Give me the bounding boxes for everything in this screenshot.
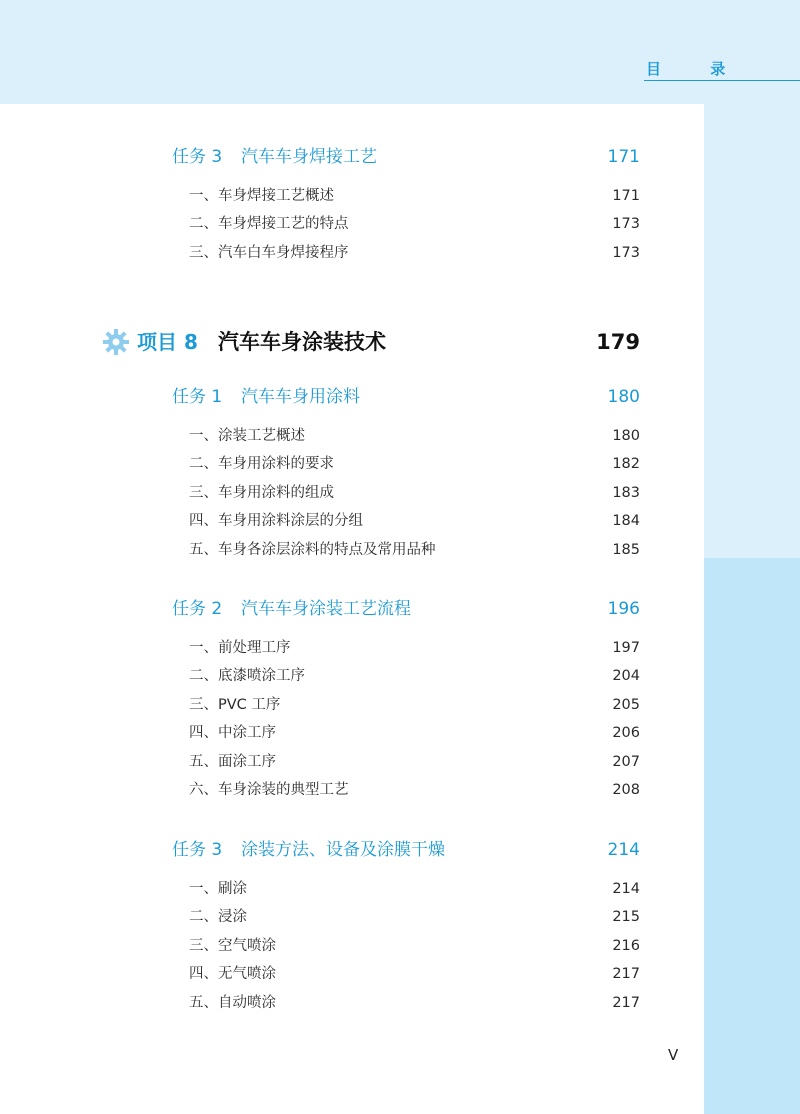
item-text: 一、车身焊接工艺概述 — [189, 188, 334, 204]
item-page: 180 — [612, 428, 640, 444]
toc-item-row[interactable] — [0, 934, 800, 958]
toc-header-title: 目 录 — [646, 60, 748, 78]
item-text: 五、自动喷涂 — [189, 995, 276, 1011]
task-page: 214 — [607, 840, 640, 860]
item-page: 173 — [612, 216, 640, 232]
header-band — [0, 0, 800, 104]
item-page: 197 — [612, 640, 640, 656]
item-page: 171 — [612, 188, 640, 204]
item-text: 三、车身用涂料的组成 — [189, 485, 334, 501]
item-page: 204 — [612, 668, 640, 684]
item-text: 五、面涂工序 — [189, 754, 276, 770]
project-title: 汽车车身涂装技术 — [218, 330, 386, 354]
toc-item-row[interactable] — [0, 452, 800, 476]
project-label: 项目 8 — [137, 330, 198, 354]
toc-item-row[interactable] — [0, 636, 800, 660]
gear-icon — [102, 328, 130, 356]
task-title: 汽车车身涂装工艺流程 — [241, 599, 411, 619]
toc-task-row[interactable] — [0, 597, 800, 621]
item-page: 205 — [612, 697, 640, 713]
task-page: 180 — [607, 387, 640, 407]
task-page: 196 — [607, 599, 640, 619]
toc-item-row[interactable] — [0, 424, 800, 448]
toc-item-row[interactable] — [0, 905, 800, 929]
task-page: 171 — [607, 147, 640, 167]
item-text: 二、车身用涂料的要求 — [189, 456, 334, 472]
item-text: 四、中涂工序 — [189, 725, 276, 741]
item-text: 三、汽车白车身焊接程序 — [189, 245, 349, 261]
toc-item-row[interactable] — [0, 991, 800, 1015]
toc-item-row[interactable] — [0, 721, 800, 745]
item-page: 215 — [612, 909, 640, 925]
task-label: 任务 1 — [172, 387, 223, 407]
task-title: 汽车车身用涂料 — [241, 387, 360, 407]
task-title: 涂装方法、设备及涂膜干燥 — [241, 840, 445, 860]
item-page: 216 — [612, 938, 640, 954]
toc-project-row[interactable] — [0, 326, 800, 358]
toc-item-row[interactable] — [0, 693, 800, 717]
item-page: 214 — [612, 881, 640, 897]
toc-item-row[interactable] — [0, 877, 800, 901]
item-text: 四、无气喷涂 — [189, 966, 276, 982]
task-label: 任务 2 — [172, 599, 223, 619]
toc-task-row[interactable] — [0, 145, 800, 169]
item-text: 二、底漆喷涂工序 — [189, 668, 305, 684]
item-page: 208 — [612, 782, 640, 798]
toc-item-row[interactable] — [0, 184, 800, 208]
toc-item-row[interactable] — [0, 750, 800, 774]
toc-item-row[interactable] — [0, 778, 800, 802]
item-page: 217 — [612, 966, 640, 982]
item-text: 三、空气喷涂 — [189, 938, 276, 954]
task-label: 任务 3 — [172, 147, 223, 167]
item-page: 173 — [612, 245, 640, 261]
toc-item-row[interactable] — [0, 538, 800, 562]
item-text: 二、车身焊接工艺的特点 — [189, 216, 349, 232]
item-page: 184 — [612, 513, 640, 529]
item-text: 二、浸涂 — [189, 909, 247, 925]
item-text: 一、前处理工序 — [189, 640, 291, 656]
item-text: 一、刷涂 — [189, 881, 247, 897]
item-page: 183 — [612, 485, 640, 501]
item-page: 206 — [612, 725, 640, 741]
toc-item-row[interactable] — [0, 481, 800, 505]
toc-item-row[interactable] — [0, 212, 800, 236]
item-text: 三、PVC 工序 — [189, 697, 281, 713]
toc-task-row[interactable] — [0, 838, 800, 862]
item-page: 182 — [612, 456, 640, 472]
item-text: 四、车身用涂料涂层的分组 — [189, 513, 363, 529]
toc-item-row[interactable] — [0, 241, 800, 265]
toc-item-row[interactable] — [0, 509, 800, 533]
toc-item-row[interactable] — [0, 962, 800, 986]
item-page: 185 — [612, 542, 640, 558]
toc-item-row[interactable] — [0, 664, 800, 688]
toc-task-row[interactable] — [0, 385, 800, 409]
task-label: 任务 3 — [172, 840, 223, 860]
item-page: 207 — [612, 754, 640, 770]
item-text: 六、车身涂装的典型工艺 — [189, 782, 349, 798]
item-text: 一、涂装工艺概述 — [189, 428, 305, 444]
header-rule — [644, 80, 800, 81]
item-page: 217 — [612, 995, 640, 1011]
task-title: 汽车车身焊接工艺 — [241, 147, 377, 167]
page-number: V — [668, 1046, 679, 1064]
project-page: 179 — [596, 330, 640, 354]
item-text: 五、车身各涂层涂料的特点及常用品种 — [189, 542, 436, 558]
